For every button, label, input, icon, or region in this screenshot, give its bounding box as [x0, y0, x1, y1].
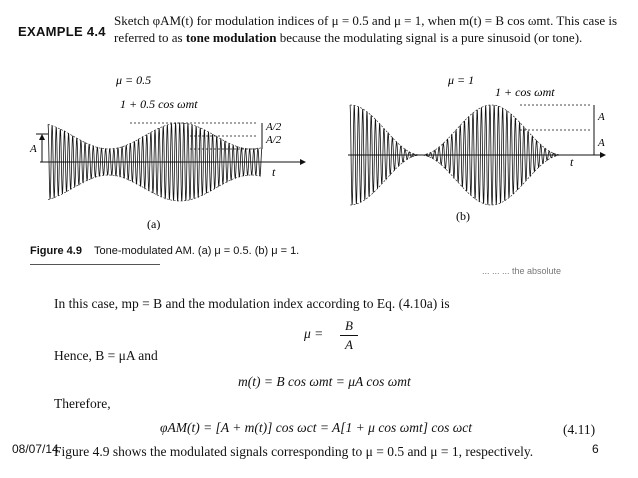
panel-a-sublabel: (a)	[147, 217, 161, 230]
figure-number: Figure 4.9	[30, 245, 82, 257]
phi-am-equation: φAM(t) = [A + m(t)] cos ωct = A[1 + μ cos ωmt] cos ωct	[160, 420, 472, 435]
mu-fraction-denominator: A	[345, 337, 353, 352]
panel-b-amp-bottom: A	[598, 137, 605, 149]
panel-a-half-top: A/2	[266, 121, 282, 133]
panel-b-envelope-label: 1 + cos ωmt	[495, 85, 555, 99]
panel-a-half-bottom: A/2	[266, 134, 282, 146]
panel-b-mu-label: μ = 1	[448, 73, 475, 87]
mu-equation-lhs: μ =	[304, 326, 324, 341]
mu-fraction	[340, 318, 358, 353]
footer-date: 08/07/14	[12, 442, 59, 456]
panel-a	[29, 73, 306, 230]
panel-b-sublabel: (b)	[456, 209, 470, 223]
therefore-line: Therefore,	[54, 396, 111, 411]
example-statement	[114, 12, 624, 46]
example-sentence-1: Sketch φAM(t) for modulation indices of μ = 0.5 and μ = 1, when m(t) = B cos ωmt. This case is referred to as	[114, 13, 618, 45]
final-line: Figure 4.9 shows the modulated signals corresponding to μ = 0.5 and μ = 1, respectively.	[54, 444, 534, 459]
panel-b-axis-arrow	[600, 152, 606, 158]
figure-caption-text: Tone-modulated AM. (a) μ = 0.5. (b) μ = 1.	[93, 245, 300, 257]
panel-b-amp-top: A	[598, 111, 605, 123]
mu-fraction-numerator: B	[345, 318, 353, 333]
footer-page-number: 6	[592, 442, 599, 456]
panel-a-envelope-label: 1 + 0.5 cos ωmt	[120, 97, 198, 111]
panel-a-mu-label: μ = 0.5	[116, 73, 152, 87]
panel-b-upper-envelope	[350, 105, 562, 155]
paragraph-mod-index: In this case, mp = B and the modulation index according to Eq. (4.10a) is	[54, 296, 450, 311]
example-sentence-2: because the modulating signal is a pure sinusoid (or tone).	[276, 30, 583, 45]
caption-divider	[30, 264, 160, 265]
panel-a-axis-arrow	[300, 159, 306, 165]
panel-a-A-arrow-head	[39, 134, 45, 140]
hence-line: Hence, B = μA and	[54, 348, 158, 363]
panel-b-time-label: t	[570, 155, 574, 169]
figure-caption	[30, 245, 299, 257]
cutoff-text: ... ... ... the absolute	[482, 266, 562, 276]
example-label: EXAMPLE 4.4	[18, 24, 106, 39]
fraction-bar	[340, 335, 358, 336]
panel-a-time-label: t	[272, 165, 276, 179]
panel-b	[348, 73, 606, 223]
panel-a-amp-label: A	[30, 143, 37, 155]
figure-4-9	[0, 70, 638, 230]
mt-equation: m(t) = B cos ωmt = μA cos ωmt	[238, 374, 411, 389]
equation-number: (4.11)	[563, 422, 596, 437]
example-bold-term: tone modulation	[185, 30, 277, 45]
panel-a-lower-envelope	[48, 175, 262, 201]
